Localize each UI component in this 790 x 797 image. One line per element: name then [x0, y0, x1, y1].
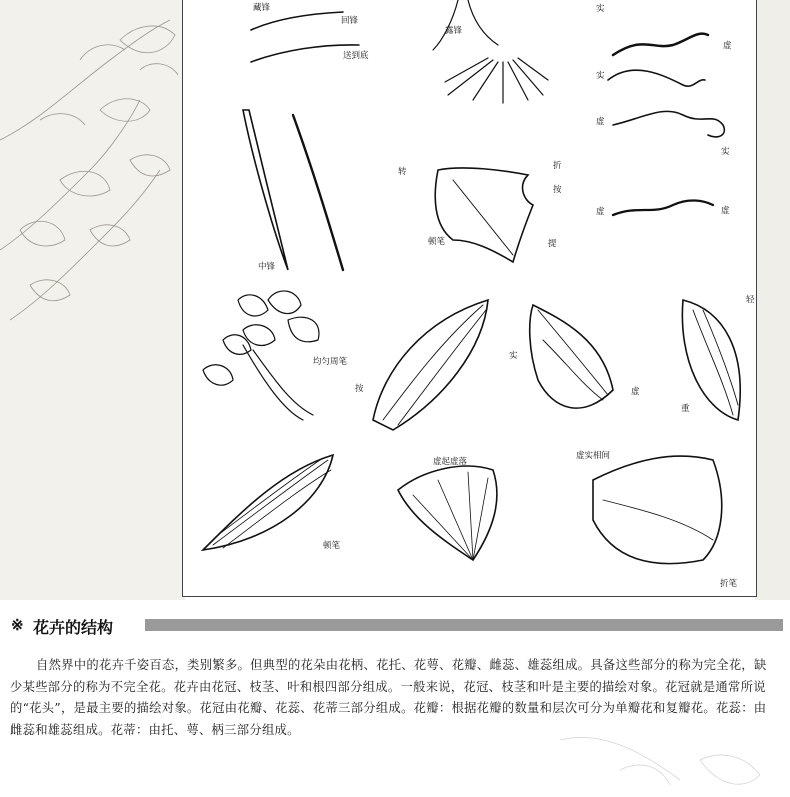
leaf-qing-zhong	[682, 300, 740, 420]
label-zhebi: 折笔	[720, 579, 738, 589]
label-dunbi-2: 顿笔	[323, 541, 341, 551]
ginkgo-leaf	[398, 466, 497, 560]
brushstroke-figure-panel	[182, 0, 757, 597]
wave-stroke-4	[613, 200, 713, 215]
label-zhuan: 转	[398, 167, 407, 177]
flower-sketch	[203, 291, 319, 420]
label-an-1: 按	[553, 185, 562, 195]
label-loufeng: 露锋	[445, 26, 463, 36]
leaf-turn-fold	[435, 168, 533, 262]
section-mark: ※	[11, 616, 24, 634]
label-xu-5: 虚	[631, 387, 640, 397]
body-paragraph: 自然界中的花卉千姿百态，类别繁多。但典型的花朵由花柄、花托、花萼、花瓣、雌蕊、雄蕊组成。具备这些部分的称为完全花，缺少某些部分的称为不完全花。花卉由花冠、枝茎、叶和根四部分组成。一般来说，花冠、枝茎和叶是主要的描绘对象。花冠就是通常所说的“花头”，是最主要的描绘对象。花冠由花瓣、花蕊、花蒂三部分组成。花瓣：根据花瓣的数量和层次可分为单瓣花和复瓣花。花蕊：由雌蕊和雄蕊组成。花蒂：由托、萼、柄三部分组成。	[10, 658, 767, 737]
brushstroke-drawings	[183, 0, 758, 597]
label-zhongfeng: 中锋	[258, 262, 276, 272]
zhongfeng-stroke-2	[293, 115, 343, 270]
label-songdaodi: 送到底	[343, 51, 369, 61]
label-zhong: 重	[681, 404, 690, 414]
background-sketch-left	[0, 0, 185, 600]
label-an-2: 按	[355, 384, 364, 394]
loufeng-fan-strokes	[433, 0, 548, 103]
leaf-striped	[203, 455, 333, 550]
label-xu-2: 虚	[596, 117, 605, 127]
label-xuqixuluo: 虚起虚落	[433, 457, 468, 467]
wave-stroke-2	[608, 70, 705, 86]
cangfeng-stroke	[251, 12, 343, 30]
section-header	[5, 610, 785, 638]
body-text-area	[0, 640, 790, 797]
label-shi-4: 实	[509, 351, 518, 361]
label-cangfeng: 藏锋	[253, 3, 271, 13]
label-shi-1: 实	[596, 4, 605, 14]
label-ti: 提	[548, 239, 557, 249]
label-dunbi: 顿笔	[428, 237, 446, 247]
label-xu-4: 虚	[721, 206, 730, 216]
wave-stroke-1	[613, 34, 708, 55]
label-xushixiangjian: 虚实相间	[576, 451, 611, 461]
label-qing: 轻	[746, 295, 755, 305]
label-huifeng: 回锋	[341, 16, 359, 26]
background-right-margin	[755, 0, 790, 600]
section-rule	[145, 619, 783, 631]
petal-zhebi	[593, 456, 722, 564]
zhongfeng-stroke-1	[243, 110, 288, 270]
label-shi-2: 实	[596, 71, 605, 81]
plum-sketch-illustration	[0, 0, 185, 600]
wave-stroke-3	[613, 111, 724, 137]
label-zhe-1: 折	[553, 161, 562, 171]
label-shi-3: 实	[721, 147, 730, 157]
label-xu-1: 虚	[723, 41, 732, 51]
label-xu-3: 虚	[596, 207, 605, 217]
section-title: 花卉的结构	[33, 618, 114, 637]
label-junyunzhoubi: 均匀周笔	[313, 357, 348, 367]
leaf-shi-xu	[530, 305, 613, 408]
